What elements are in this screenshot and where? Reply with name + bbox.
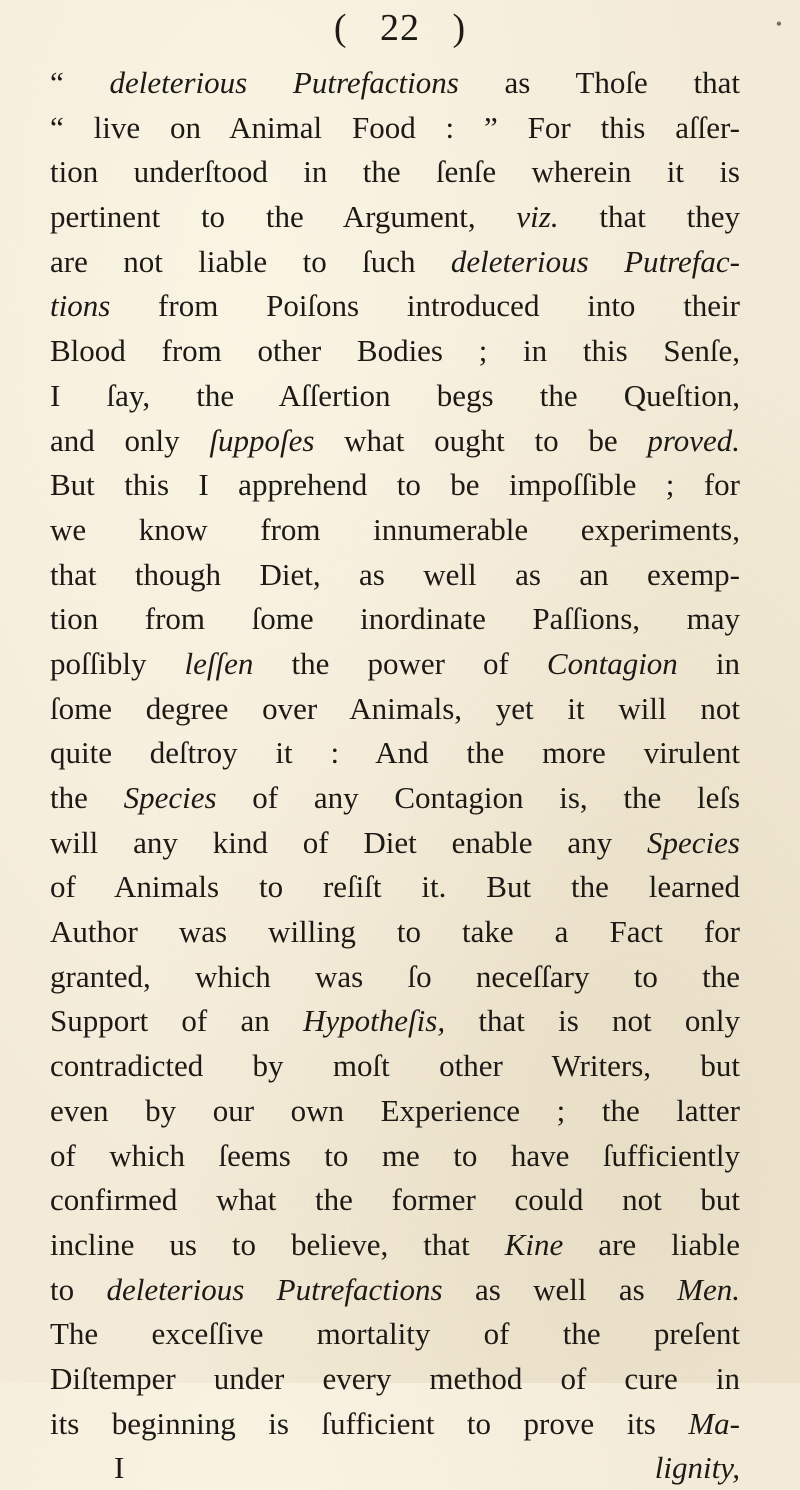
text-segment: as Thoſe that: [458, 65, 740, 100]
text-line: [50, 195, 740, 240]
text-segment: contradicted by moſt other Writers, but: [50, 1048, 740, 1084]
text-line: [50, 865, 740, 910]
text-segment: even by our own Experience ; the latter: [50, 1092, 740, 1128]
text-segment: incline us to believe, that: [50, 1226, 505, 1262]
text-segment: from Poiſons introduced into their: [110, 288, 740, 324]
header-paren-open: (: [333, 7, 348, 49]
text-line: [50, 1268, 740, 1313]
text-line: [50, 61, 740, 106]
text-segment: pertinent to the Argument,: [50, 199, 517, 235]
text-line: [50, 508, 740, 553]
text-line: [50, 597, 740, 642]
text-segment: of any Contagion is, the leſs: [216, 780, 740, 815]
text-line: [50, 106, 740, 151]
text-line: [50, 1312, 740, 1357]
text-segment: in: [677, 645, 740, 681]
text-line: [50, 731, 740, 776]
text-line: [50, 1223, 740, 1268]
text-segment: “: [50, 65, 110, 100]
text-segment: to: [50, 1271, 107, 1307]
text-line: [50, 419, 740, 464]
italic-text: leſſen: [184, 645, 254, 681]
text-segment: that they: [558, 199, 740, 235]
text-line: [50, 999, 740, 1044]
text-segment: of which ſeems to me to have ſufficiently: [50, 1137, 740, 1173]
italic-text: Kine: [504, 1226, 564, 1262]
footer-line: [50, 1446, 740, 1490]
italic-text: proved.: [647, 422, 740, 458]
text-segment: tion underſtood in the ſenſe wherein it is: [50, 154, 740, 190]
text-line: [50, 821, 740, 866]
text-line: [50, 374, 740, 419]
text-segment: poſſibly: [50, 645, 185, 681]
italic-text: Species: [647, 824, 740, 860]
text-segment: the: [50, 780, 124, 815]
italic-text: ſuppoſes: [209, 422, 315, 458]
signature-mark: I: [114, 1450, 125, 1486]
text-line: [50, 1044, 740, 1089]
page-header: [0, 6, 800, 50]
text-segment: the power of: [253, 645, 547, 681]
text-segment: what ought to be: [314, 422, 648, 458]
text-line: [50, 687, 740, 732]
text-segment: granted, which was ſo neceſſary to the: [50, 958, 740, 994]
text-segment: Blood from other Bodies ; in this Senſe,: [50, 333, 740, 369]
body-text: [50, 61, 740, 1490]
italic-text: viz.: [516, 199, 559, 235]
italic-text: Men.: [677, 1271, 740, 1307]
text-segment: that is not only: [445, 1003, 740, 1039]
text-segment: its beginning is ſufficient to prove its: [50, 1405, 689, 1441]
text-segment: are liable: [563, 1226, 740, 1262]
catchword: lignity,: [654, 1450, 740, 1486]
text-segment: that though Diet, as well as an exemp-: [50, 556, 740, 592]
text-segment: are not liable to ſuch: [50, 243, 451, 279]
text-segment: will any kind of Diet enable any: [50, 824, 648, 860]
text-segment: The exceſſive mortality of the preſent: [50, 1316, 740, 1352]
italic-text: deleterious Putrefac-: [450, 243, 740, 279]
italic-text: tions: [50, 288, 111, 324]
text-segment: Author was willing to take a Fact for: [50, 914, 740, 950]
text-segment: tion from ſome inordinate Paſſions, may: [50, 601, 740, 637]
text-line: [50, 240, 740, 285]
text-segment: as well as: [442, 1271, 678, 1307]
text-segment: ſome degree over Animals, yet it will not: [50, 690, 740, 726]
text-segment: quite deſtroy it : And the more virulent: [50, 735, 740, 771]
page-number: 22: [380, 7, 420, 49]
text-line: [50, 553, 740, 598]
text-segment: “ live on Animal Food : ” For this aſſer-: [50, 109, 740, 145]
italic-text: Species: [123, 780, 217, 815]
italic-text: Hypotheſis,: [303, 1003, 446, 1039]
text-line: [50, 910, 740, 955]
italic-text: Ma-: [688, 1405, 740, 1441]
text-segment: I ſay, the Aſſertion begs the Queſtion,: [50, 377, 740, 413]
text-segment: Support of an: [50, 1003, 304, 1039]
text-segment: confirmed what the former could not but: [50, 1182, 740, 1218]
text-line: [50, 329, 740, 374]
text-line: [50, 955, 740, 1000]
text-line: [50, 776, 740, 821]
italic-text: Contagion: [546, 645, 678, 681]
text-line: [50, 1089, 740, 1134]
text-line: [50, 284, 740, 329]
text-line: [50, 642, 740, 687]
text-line: [50, 463, 740, 508]
italic-text: deleterious Putrefactions: [106, 1271, 443, 1307]
italic-text: deleterious Putrefactions: [109, 65, 459, 100]
header-paren-close: ): [452, 7, 467, 49]
text-line: [50, 1134, 740, 1179]
text-line: [50, 1402, 740, 1447]
text-segment: But this I apprehend to be impoſſible ; for: [50, 467, 740, 503]
text-segment: Diſtemper under every method of cure in: [50, 1360, 740, 1396]
text-segment: of Animals to reſiſt it. But the learned: [50, 869, 740, 905]
text-line: [50, 150, 740, 195]
text-line: [50, 1178, 740, 1223]
text-segment: and only: [50, 422, 210, 458]
corner-mark: •: [775, 14, 782, 34]
text-segment: we know from innumerable experiments,: [50, 511, 740, 547]
text-line: [50, 1357, 740, 1402]
